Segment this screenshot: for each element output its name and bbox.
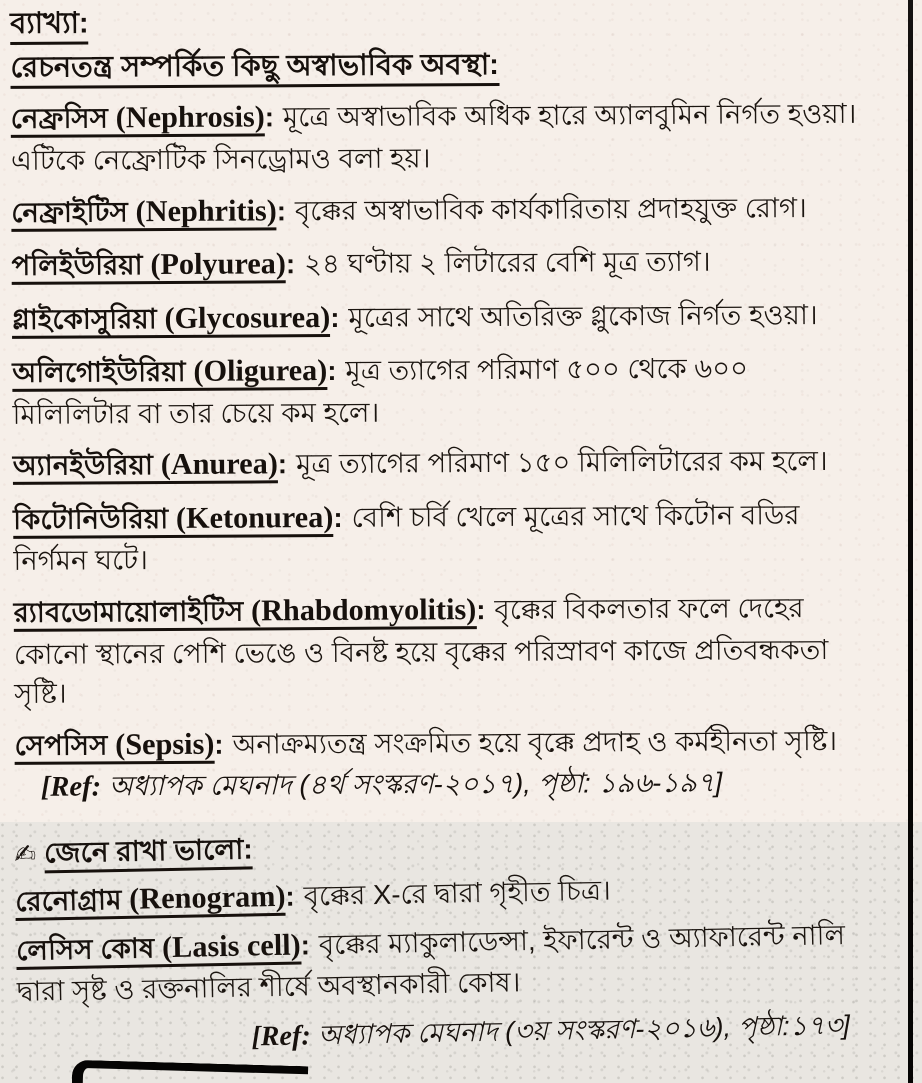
definition-text: মূত্রের সাথে অতিরিক্ত গ্লুকোজ নির্গত হওয়া।	[348, 298, 818, 333]
term-colon: :	[285, 881, 295, 913]
definition-lasis-cell	[16, 913, 873, 1011]
term-anurea	[12, 446, 278, 486]
term-en: (Polyurea)	[150, 246, 287, 282]
term-colon: :	[277, 448, 288, 480]
term-renogram	[14, 879, 286, 922]
definition-text: বৃক্কের ম্যাকুলাডেন্সা, ইফারেন্ট ও অ্যাফারেন্ট নালি দ্বারা সৃষ্ট ও রক্তনালির শীর্ষে অবস্থানকারী কোষ।	[16, 919, 846, 1008]
definition-sepsis	[14, 718, 875, 808]
term-en: (Rhabdomyolitis)	[250, 592, 477, 628]
term-nephrosis	[10, 99, 265, 139]
definition-ketonurea	[13, 493, 873, 581]
term-en: (Ketonurea)	[175, 499, 334, 535]
ref-text: অধ্যাপক মেঘনাদ (৪র্থ সংস্করণ-২০১৭), পৃষ্ঠা: ১৯৬-১৯৭]	[101, 766, 723, 802]
term-en: (Nephrosis)	[115, 99, 265, 135]
term-colon: :	[330, 301, 340, 333]
term-bn: সেপসিস	[14, 729, 108, 761]
ref-label: [Ref:	[40, 771, 102, 804]
term-glycosurea	[11, 299, 331, 339]
definition-anurea	[13, 439, 873, 488]
term-bn: গ্লাইকোসুরিয়া	[11, 302, 157, 335]
definition-rhabdomyolitis	[14, 586, 875, 714]
reference-citation-2	[18, 1006, 851, 1067]
definition-text: বৃক্কের অস্বাভাবিক কার্যকারিতায় প্রদাহযুক্ত রোগ।	[294, 191, 807, 226]
definition-text: মূত্র ত্যাগের পরিমাণ ১৫০ মিলিলিটারের কম হলে।	[295, 445, 828, 480]
term-bn: নেফ্রাইটিস	[11, 195, 129, 228]
term-en: (Lasis cell)	[161, 928, 301, 965]
page-title	[10, 1, 870, 44]
term-bn: অ্যানইউরিয়া	[12, 449, 154, 482]
definition-nephrosis	[11, 92, 871, 180]
writing-hand-icon: ✍	[14, 839, 37, 870]
term-colon: :	[264, 101, 275, 133]
term-en: (Sepsis)	[115, 726, 215, 762]
term-en: (Renogram)	[128, 879, 286, 917]
term-colon: :	[300, 930, 311, 962]
good-to-know-heading-text: জেনে রাখা ভালো:	[44, 834, 253, 874]
definition-text: ২৪ ঘণ্টায় ২ লিটারের বেশি মূত্র ত্যাগ।	[304, 245, 711, 280]
term-colon: :	[476, 594, 486, 626]
definition-text: মূত্র ত্যাগের পরিমাণ ৫০০ থেকে ৬০০ মিলিলিটার বা তার চেয়ে কম হলে।	[12, 352, 749, 430]
term-bn: লেসিস কোষ	[15, 933, 155, 967]
definition-text: অনাক্রম্যতন্ত্র সংক্রমিত হয়ে বৃক্কে প্রদাহ ও কর্মহীনতা সৃষ্টি।	[232, 724, 838, 760]
term-sepsis	[14, 728, 214, 764]
term-bn: রেনোগ্রাম	[14, 884, 122, 918]
term-oligurea	[12, 355, 327, 392]
definition-glycosurea	[12, 292, 872, 341]
term-polyurea	[12, 248, 287, 285]
term-en: (Nephritis)	[135, 192, 277, 228]
term-rhabdomyolitis	[14, 594, 477, 632]
ref-wrap	[251, 1011, 850, 1052]
good-to-know-heading	[14, 820, 871, 873]
ref-label: [Ref:	[251, 1021, 311, 1054]
term-bn: নেফ্রসিস	[10, 102, 109, 135]
definition-nephritis	[11, 185, 871, 234]
term-en: (Anurea)	[160, 446, 278, 482]
term-bn: র‍্যাবডোমায়োলাইটিস	[13, 595, 244, 628]
page-margin-line	[908, 0, 913, 1083]
definition-text: বৃক্কের বিকলতার ফলে দেহের কোনো স্থানের পেশি ভেঙে ও বিনষ্ট হয়ে বৃক্কের পরিস্রাবণ কাজে প্রতিবন্ধকতা সৃষ্টি।	[13, 592, 829, 710]
reference-citation-1	[41, 767, 723, 802]
term-ketonurea	[13, 499, 334, 539]
definition-text: বেশি চর্বি খেলে মূত্রের সাথে কিটোন বডির নির্গমন ঘটে।	[13, 498, 800, 577]
term-colon: :	[276, 194, 287, 226]
section-heading-text: রেচনতন্ত্র সম্পর্কিত কিছু অস্বাভাবিক অবস্থা:	[10, 49, 499, 89]
definition-oligurea	[12, 346, 872, 434]
term-colon: :	[327, 355, 337, 387]
definition-polyurea	[11, 239, 871, 288]
term-colon: :	[285, 248, 296, 280]
definition-text: বৃক্কের X-রে দ্বারা গৃহীত চিত্র।	[303, 875, 612, 913]
term-lasis-cell	[16, 930, 301, 970]
page-title-text: ব্যাখ্যা:	[10, 7, 89, 44]
term-en: (Oligurea)	[193, 353, 328, 388]
good-to-know-content	[14, 820, 874, 1067]
term-colon: :	[333, 501, 343, 533]
term-en: (Glycosurea)	[164, 299, 331, 335]
good-to-know-section	[0, 822, 922, 1083]
ref-text: অধ্যাপক মেঘনাদ (৩য় সংস্করণ-২০১৬), পৃষ্ঠা:১৭৩]	[310, 1010, 851, 1052]
section-heading	[10, 44, 870, 87]
term-nephritis	[11, 192, 277, 232]
term-colon: :	[214, 728, 224, 760]
term-bn: অলিগোইউরিয়া	[12, 356, 186, 389]
term-bn: পলিইউরিয়া	[11, 249, 143, 281]
term-bn: কিটোনিউরিয়া	[13, 502, 169, 535]
definition-text: মূত্রে অস্বাভাবিক অধিক হারে অ্যালবুমিন নির্গত হওয়া। এটিকে নেফ্রোটিক সিনড্রোমও বলা হয়।	[10, 98, 857, 176]
